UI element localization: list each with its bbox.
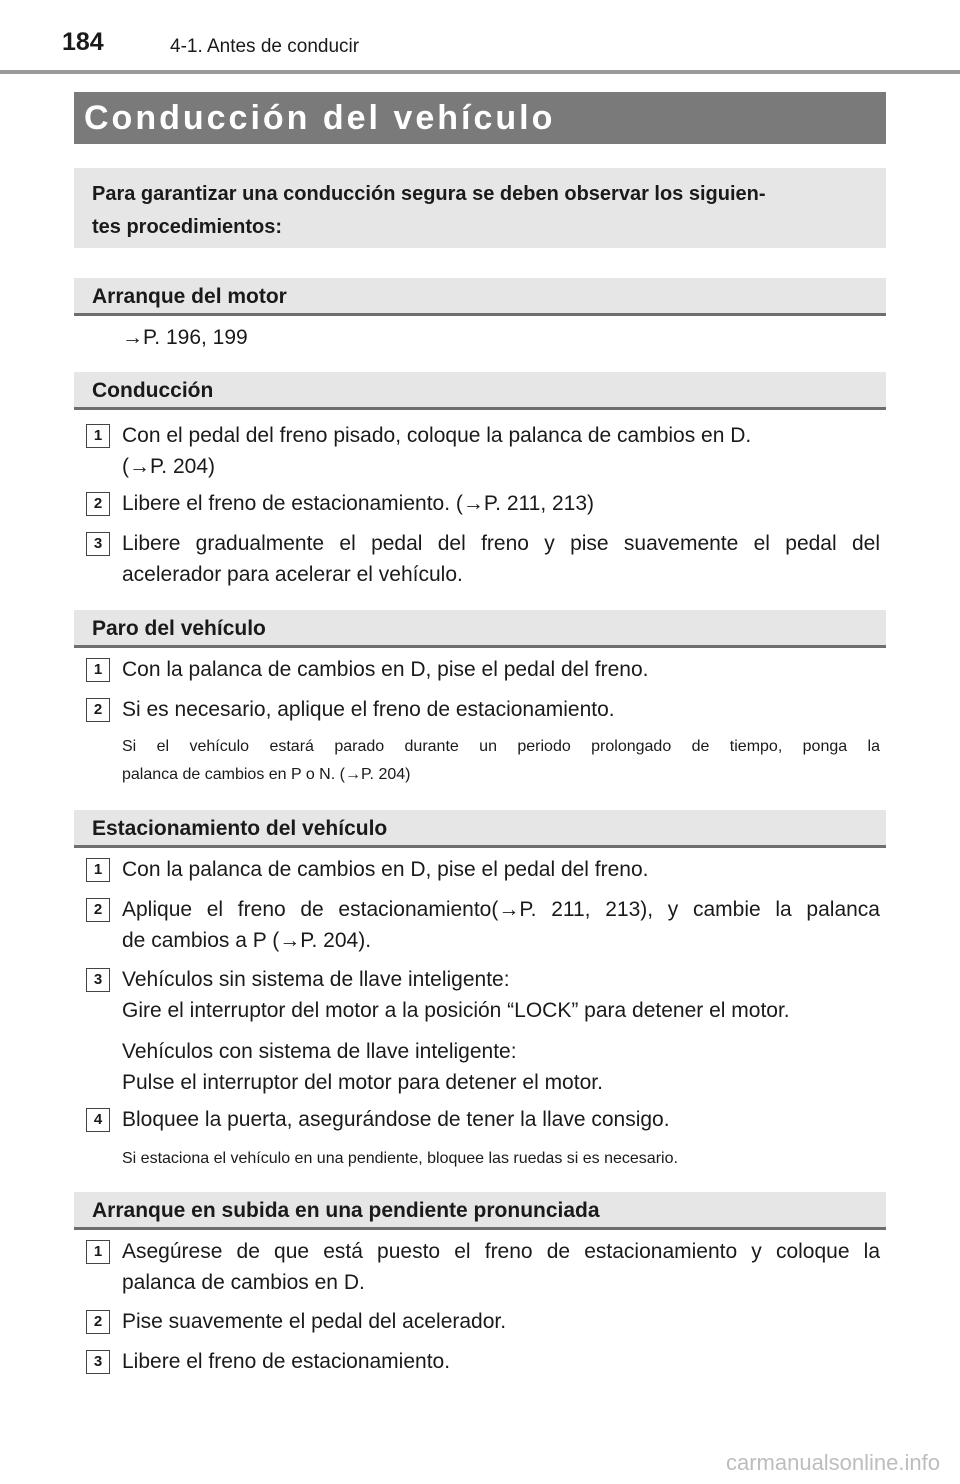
step-number: 1 [86,658,110,682]
step-text: Vehículos con sistema de llave inteligente: [122,1040,517,1063]
section-heading-arranque: Arranque del motor [74,278,886,316]
step-number: 3 [86,532,110,556]
section-heading-paro: Paro del vehículo [74,610,886,648]
step-number: 2 [86,1310,110,1334]
step-number: 2 [86,492,110,516]
section-heading-pendiente: Arranque en subida en una pendiente pronunciada [74,1192,886,1230]
step-number: 3 [86,968,110,992]
note-text: palanca de cambios en P o N. (→P. 204) [122,766,411,783]
step-text: Pise suavemente el pedal del acelerador. [122,1310,507,1333]
step-text: Libere el freno de estacionamiento. [122,1350,451,1373]
step-number: 4 [86,1108,110,1132]
step-text: (→P. 204) [122,455,215,478]
note-text: Si estaciona el vehículo en una pendiente, bloquee las ruedas si es necesario. [122,1150,678,1167]
step-text: palanca de cambios en D. [122,1271,365,1294]
step-number: 3 [86,1350,110,1374]
step-number: 2 [86,698,110,722]
intro-line: Para garantizar una conducción segura se deben observar los siguien- [92,183,766,205]
step-number: 2 [86,898,110,922]
step-text: Asegúrese de que está puesto el freno de estacionamiento y coloque la [122,1240,880,1263]
chapter-title: 4-1. Antes de conducir [170,36,360,57]
intro-box [74,168,886,248]
section-heading-estacionamiento: Estacionamiento del vehículo [74,810,886,848]
step-text: Bloquee la puerta, asegurándose de tener la llave consigo. [122,1108,670,1131]
section-heading-conduccion: Conducción [74,372,886,410]
page-header [0,0,960,76]
step-number: 1 [86,424,110,448]
step-text: Con la palanca de cambios en D, pise el pedal del freno. [122,858,649,881]
step-text: Pulse el interruptor del motor para detener el motor. [122,1071,603,1094]
step-text: Con la palanca de cambios en D, pise el pedal del freno. [122,658,649,681]
step-text: Gire el interruptor del motor a la posición “LOCK” para detener el motor. [122,999,790,1022]
step-text: Libere el freno de estacionamiento. (→P. 211, 213) [122,492,595,515]
step-text: Vehículos sin sistema de llave inteligente: [122,968,510,991]
step-text: acelerador para acelerar el vehículo. [122,563,463,586]
intro-line: tes procedimientos: [92,216,283,238]
step-number: 1 [86,858,110,882]
step-number: 1 [86,1240,110,1264]
page-reference: →P. 196, 199 [122,326,248,349]
step-text: Aplique el freno de estacionamiento(→P. 211, 213), y cambie la palanca [122,898,880,921]
main-title: Conducción del vehículo [74,92,886,144]
step-text: Libere gradualmente el pedal del freno y pise suavemente el pedal del [122,532,880,555]
note-text: Si el vehículo estará parado durante un periodo prolongado de tiempo, ponga la [122,738,880,755]
watermark: carmanualsonline.info [725,1450,940,1475]
step-text: de cambios a P (→P. 204). [122,929,372,952]
step-text: Con el pedal del freno pisado, coloque la palanca de cambios en D. [122,424,752,447]
step-text: Si es necesario, aplique el freno de estacionamiento. [122,698,615,721]
page-number: 184 [62,28,104,56]
header-rule [0,70,960,74]
